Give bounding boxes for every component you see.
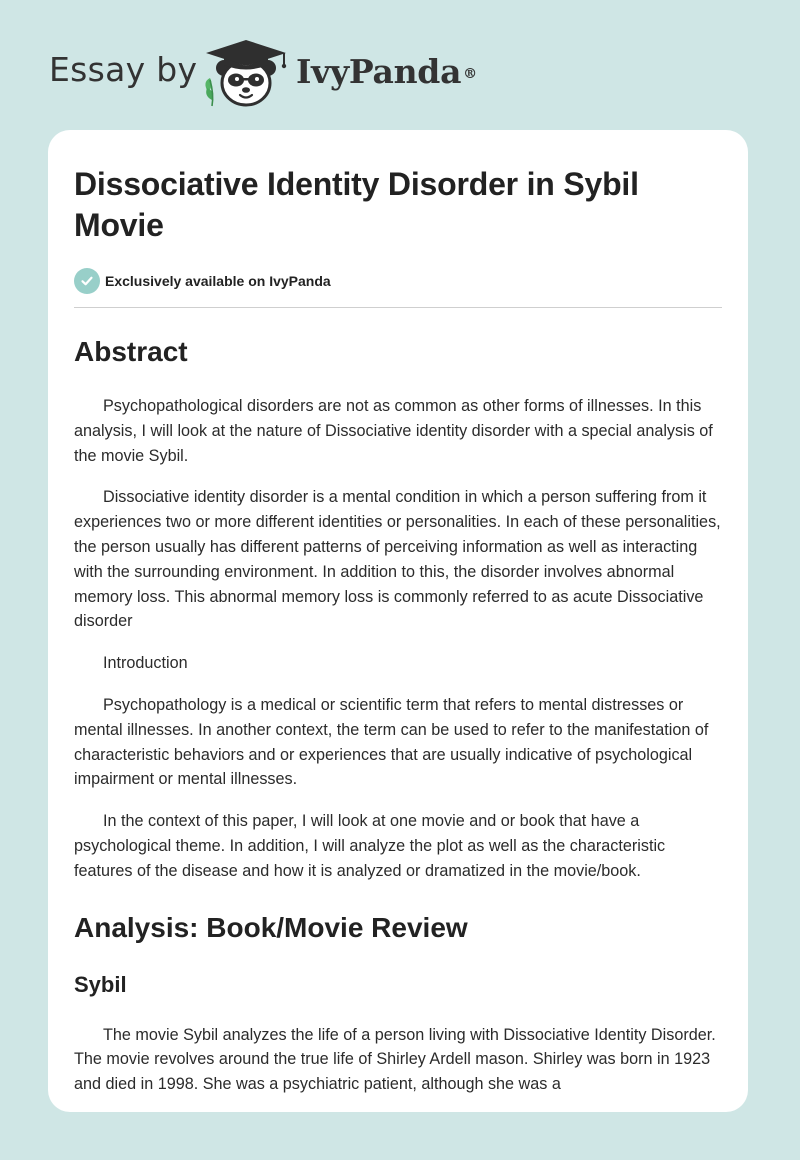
section-heading-analysis: Analysis: Book/Movie Review: [74, 911, 468, 943]
subheading-sybil: Sybil: [74, 971, 127, 997]
essay-card: [48, 130, 748, 1112]
divider: [74, 307, 722, 308]
paragraph: Psychopathological disorders are not as common as other forms of illnesses. In this analysis, I will look at the nature of Dissociative identity disorder with a special analysis of the movie Sybil.: [74, 397, 713, 465]
paragraph: The movie Sybil analyzes the life of a person living with Dissociative Identity Disorder. The movie revolves around the true life of Shirley Ardell mason. Shirley was born in 1923 and died in 1998. She was a psychiatric patient, although she was a: [74, 1025, 716, 1094]
brand-name: [296, 52, 477, 92]
paragraph: Dissociative identity disorder is a mental condition in which a person suffering from it experiences two or more different identities or personalities. In each of these personalities, the person usually has different patterns of perceiving information as well as interacting with the surrounding environment. In addition to this, the disorder involves abnormal memory loss. This abnormal memory loss is commonly referred to as acute Dissociative disorder: [74, 488, 721, 631]
exclusive-label: Exclusively available on IvyPanda: [105, 273, 331, 289]
exclusive-badge: [74, 268, 722, 294]
check-circle-icon: [74, 268, 100, 294]
paragraph: In the context of this paper, I will look at one movie and or book that have a psychological theme. In addition, I will analyze the plot as well as the characteristic features of the disease and how it is analyzed or dramatized in the movie/book.: [74, 812, 666, 880]
essay-by-label: Essay by: [49, 50, 198, 89]
site-header: [0, 0, 800, 130]
paragraph: Psychopathology is a medical or scientific term that refers to mental distresses or mental illnesses. In another context, the term can be used to refer to the manifestation of characteristic behaviors and or experiences that are usually indicative of psychological impairment or mental illnesses.: [74, 695, 709, 789]
section-heading-abstract: Abstract: [74, 336, 188, 367]
brand-name-text: IvyPanda: [296, 52, 462, 91]
page-title: Dissociative Identity Disorder in Sybil Movie: [74, 166, 639, 243]
essay-content: [74, 164, 722, 1097]
paragraph-introduction-label: Introduction: [103, 654, 188, 673]
registered-mark: ®: [463, 66, 477, 82]
panda-graduate-logo-icon[interactable]: [198, 34, 294, 110]
